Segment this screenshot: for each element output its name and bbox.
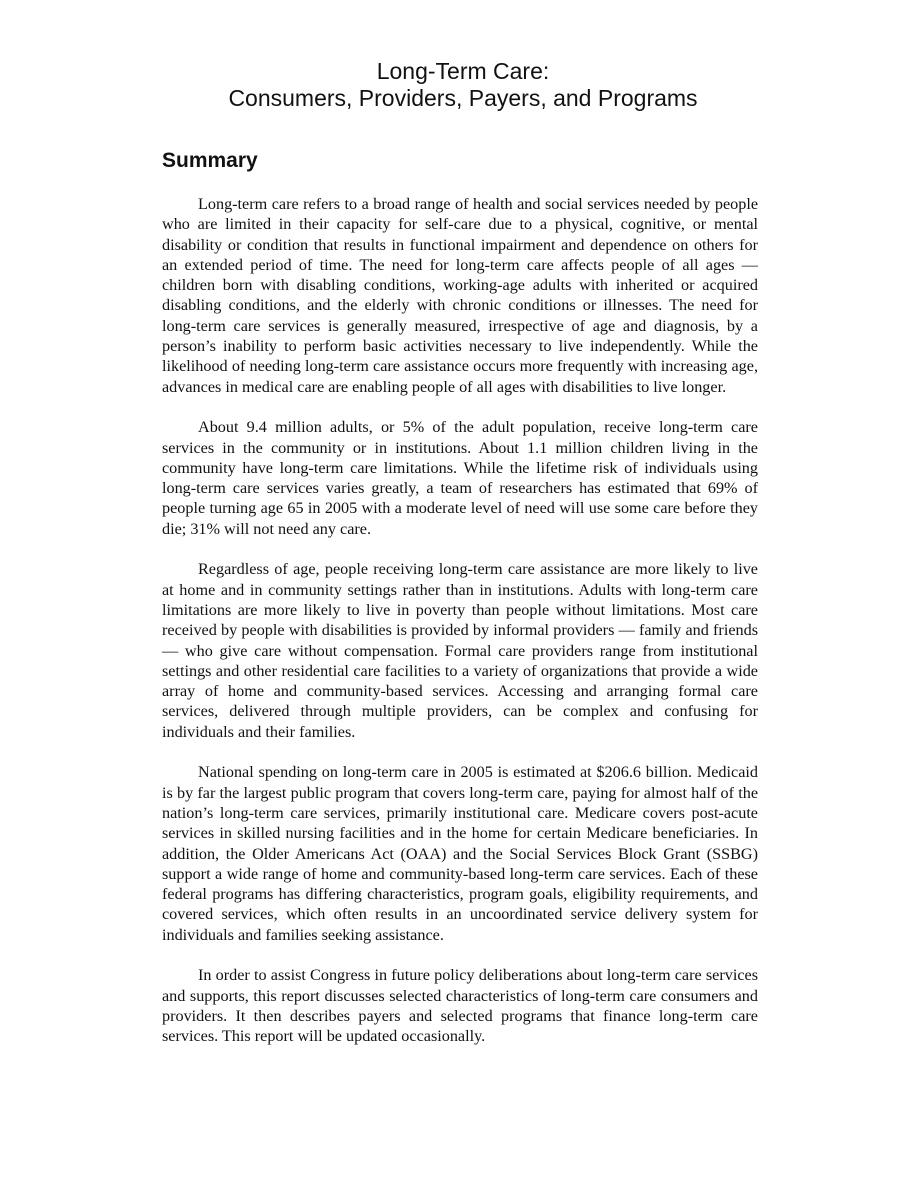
paragraph-3: Regardless of age, people receiving long-term care assistance are more likely to live at home and in community settings rather than in institutions. Adults with long-term care limitations are more likely to live in poverty than people without limitations. Most care received by people with disabilities is provided by informal providers — family and friends — who give care without compensation. Formal care providers range from institutional settings and other residential care facilities to a variety of organizations that provide a wide array of home and community-based services. Accessing and arranging formal care services, delivered through multiple providers, can be complex and confusing for individuals and their families.	[162, 560, 758, 741]
paragraph-4: National spending on long-term care in 2005 is estimated at $206.6 billion. Medicaid is by far the largest public program that covers long-term care, paying for almost half of the nation’s long-term care services, primarily institutional care. Medicare covers post-acute services in skilled nursing facilities and in the home for certain Medicare beneficiaries. In addition, the Older Americans Act (OAA) and the Social Services Block Grant (SSBG) support a wide range of home and community-based long-term care services. Each of these federal programs has differing characteristics, program goals, eligibility requirements, and covered services, which often results in an uncoordinated service delivery system for individuals and families seeking assistance.	[162, 763, 758, 944]
title-line-2: Consumers, Providers, Payers, and Programs	[228, 85, 698, 111]
title-line-1: Long-Term Care:	[376, 58, 550, 84]
paragraph-2: About 9.4 million adults, or 5% of the adult population, receive long-term care services in the community or in institutions. About 1.1 million children living in the community have long-term care limitations. While the lifetime risk of individuals using long-term care services varies greatly, a team of researchers has estimated that 69% of people turning age 65 in 2005 with a moderate level of need will use some care before they die; 31% will not need any care.	[162, 418, 758, 538]
section-heading-summary: Summary	[162, 149, 258, 172]
page-title	[0, 58, 920, 112]
paragraph-5: In order to assist Congress in future policy deliberations about long-term care services and supports, this report discusses selected characteristics of long-term care consumers and providers. It then describes payers and selected programs that finance long-term care services. This report will be updated occasionally.	[162, 966, 758, 1046]
summary-body	[162, 194, 758, 1046]
paragraph-1: Long-term care refers to a broad range of health and social services needed by people who are limited in their capacity for self-care due to a physical, cognitive, or mental disability or condition that results in functional impairment and dependence on others for an extended period of time. The need for long-term care affects people of all ages — children born with disabling conditions, working-age adults with inherited or acquired disabling conditions, and the elderly with chronic conditions or illnesses. The need for long-term care services is generally measured, irrespective of age and diagnosis, by a person’s inability to perform basic activities necessary to live independently. While the likelihood of needing long-term care assistance occurs more frequently with increasing age, advances in medical care are enabling people of all ages with disabilities to live longer.	[162, 195, 758, 396]
